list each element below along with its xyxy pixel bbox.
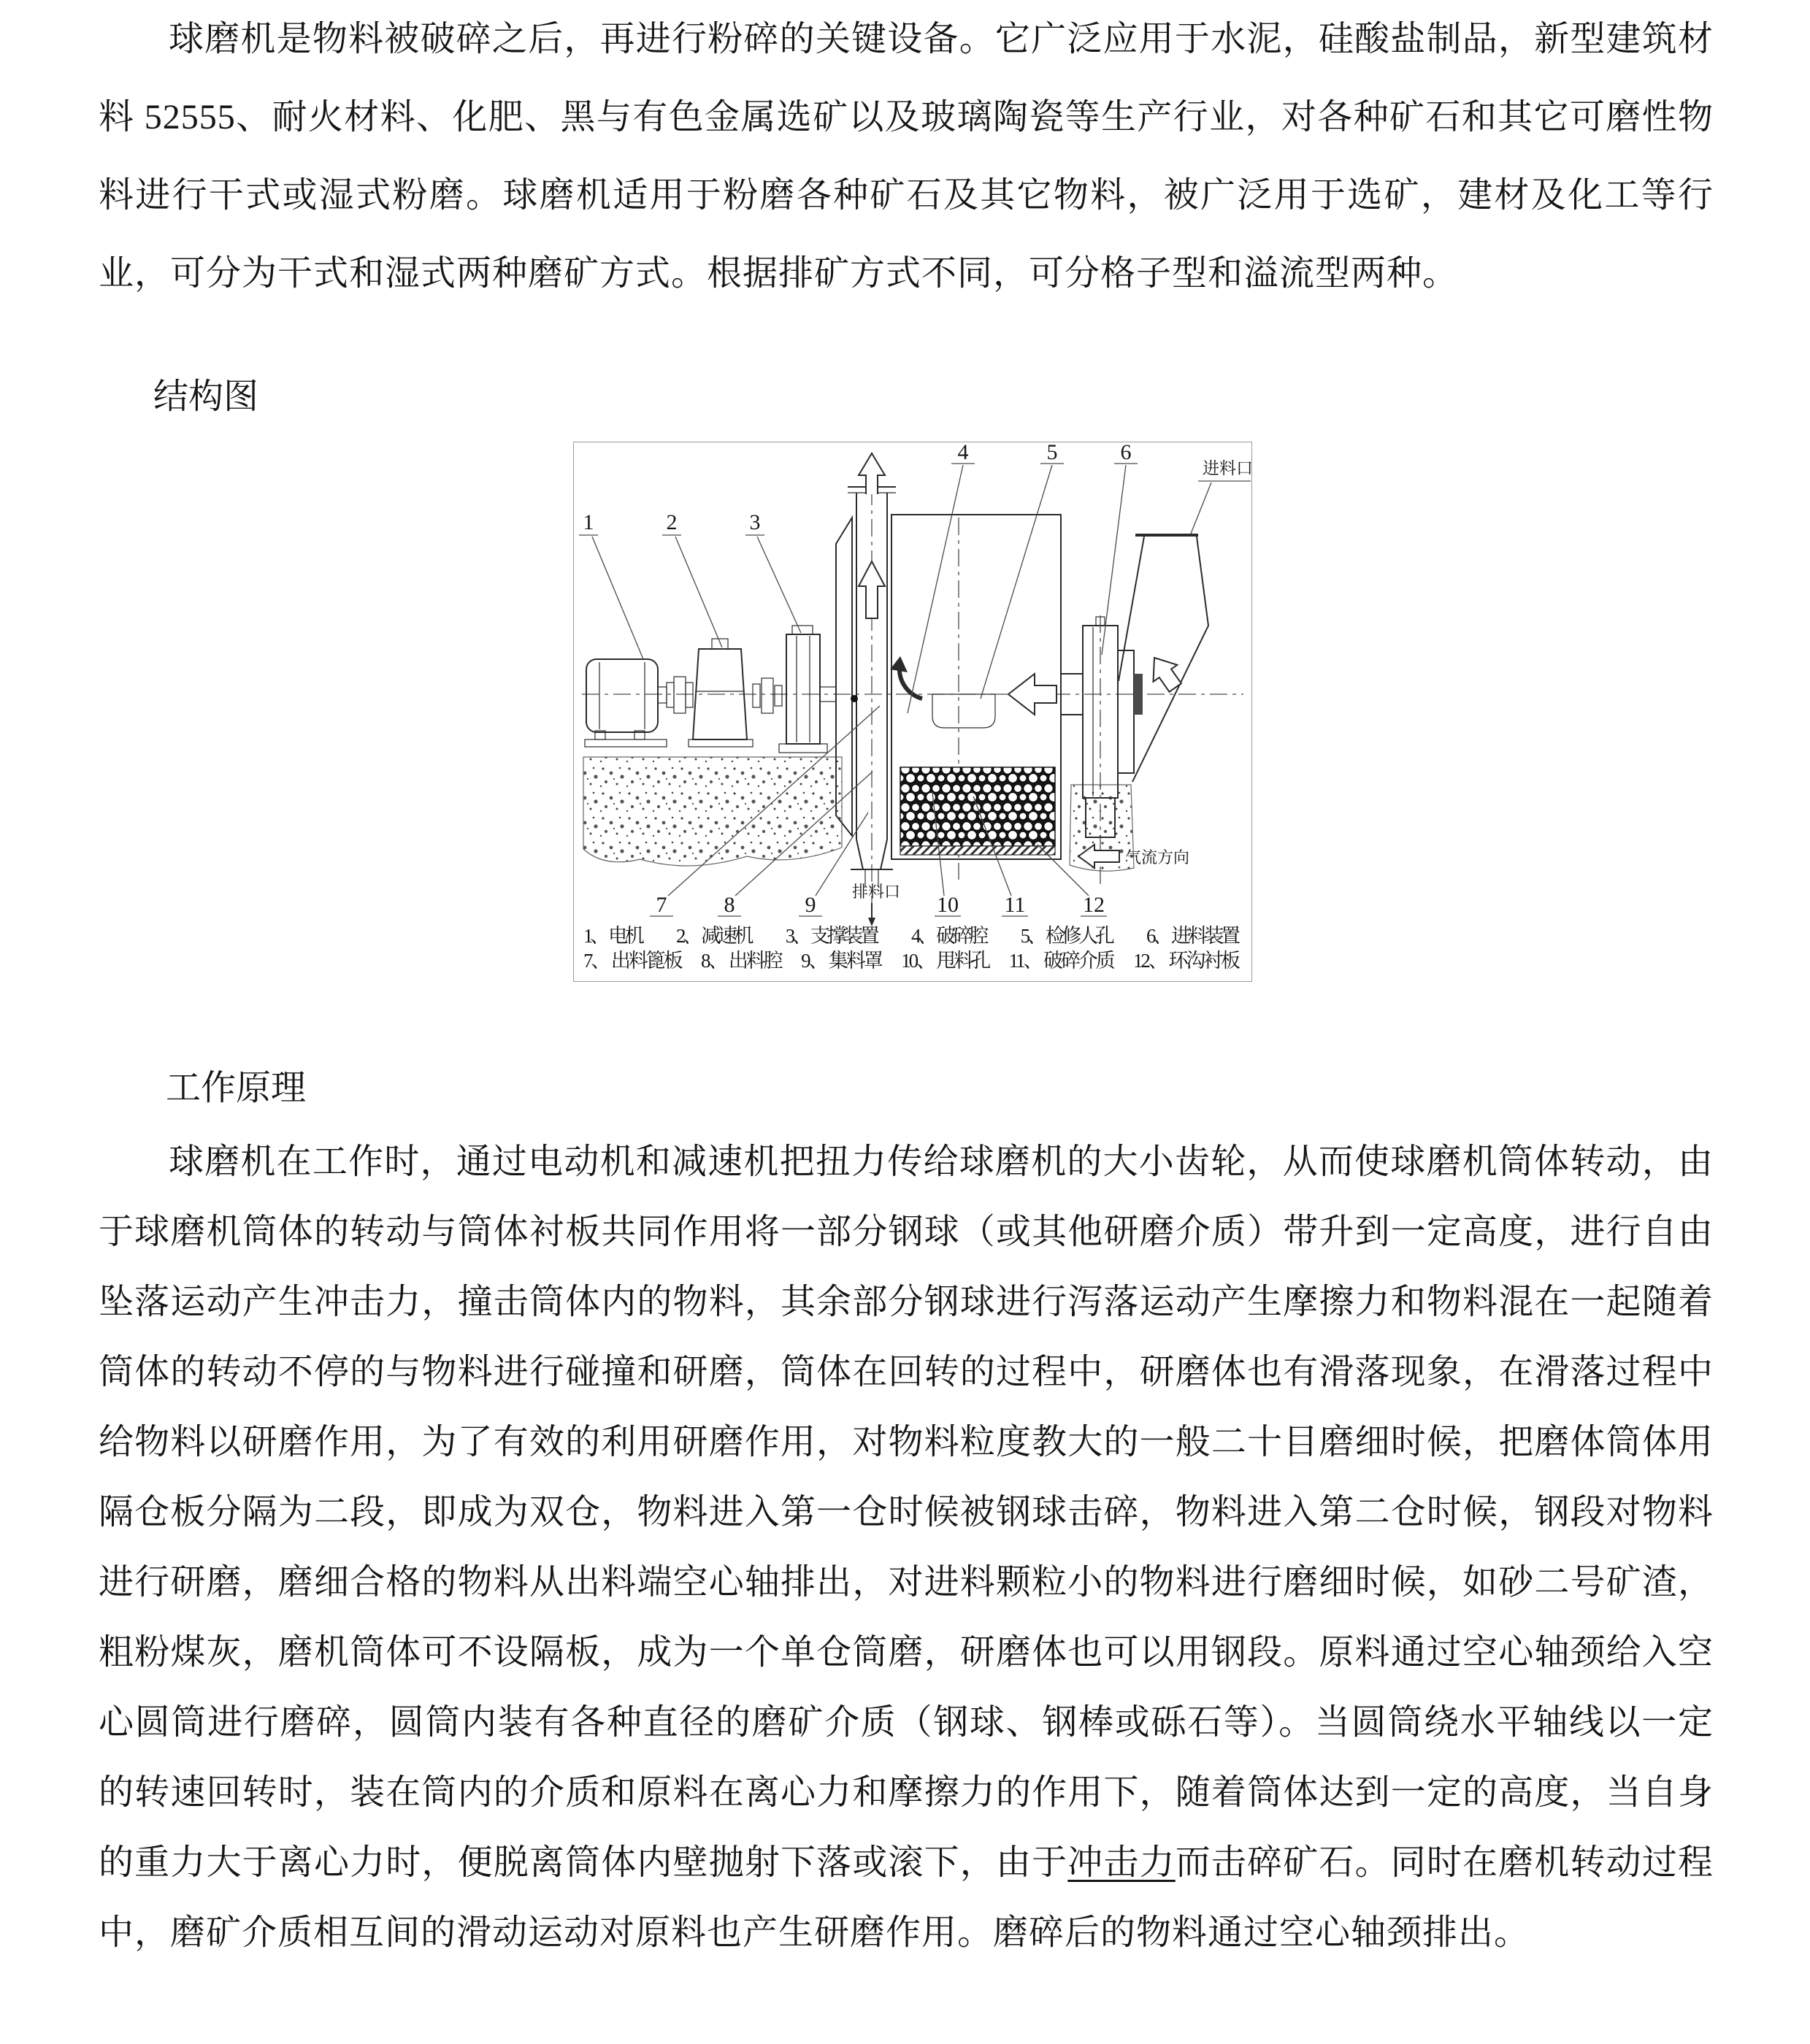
callout-number: 12	[1083, 893, 1105, 917]
feed-inlet-label: 进料口	[1203, 459, 1252, 477]
ball-mill-structure-diagram	[573, 442, 1252, 982]
callout-number: 5	[1046, 442, 1058, 464]
airflow-direction	[1078, 845, 1189, 868]
airflow-direction-label: 气流方向	[1125, 848, 1190, 867]
underlined-term: 冲击力	[1067, 1843, 1176, 1882]
callout-number: 8	[724, 893, 735, 917]
principle-text-before: 球磨机在工作时，通过电动机和减速机把扭力传给球磨机的大小齿轮，从而使球磨机筒体转动，由于球磨机筒体的转动与筒体衬板共同作用将一部分钢球（或其他研磨介质）带升到一定高度，进行自由坠落运动产生冲击力，撞击筒体内的物料，其余部分钢球进行泻落运动产生摩擦力和物料混在一起随着筒体的转动不停的与物料进行碰撞和研磨，筒体在回转的过程中，研磨体也有滑落现象，在滑落过程中给物料以研磨作用，为了有效的利用研磨作用，对物料粒度教大的一般二十目磨细时候，把磨体筒体用隔仓板分隔为二段，即成为双仓，物料进入第一仓时候被钢球击碎，物料进入第二仓时候，钢段对物料进行研磨，磨细合格的物料从出料端空心轴排出，对进料颗粒小的物料进行磨细时候，如砂二号矿渣，粗粉煤灰，磨机筒体可不设隔板，成为一个单仓筒磨，研磨体也可以用钢段。原料通过空心轴颈给入空心圆筒进行磨碎，圆筒内装有各种直径的磨矿介质（钢球、钢棒或砾石等）。当圆筒绕水平轴线以一定的转速回转时，装在筒内的介质和原料在离心力和摩擦力的作用下，随着筒体达到一定的高度，当自身的重力大于离心力时，便脱离筒体内壁抛射下落或滚下，由于	[99, 1142, 1714, 1882]
working-principle-heading: 工作原理	[166, 1069, 307, 1107]
principle-text-after: 而击碎矿石。同时在磨机转动过程中，磨矿介质相互间的滑动运动对原料也产生研磨作用。磨碎后的物料通过空心轴颈排出。	[99, 1843, 1714, 1952]
intro-paragraph: 球磨机是物料被破碎之后，再进行粉碎的关键设备。它广泛应用于水泥，硅酸盐制品，新型建筑材料 52555、耐火材料、化肥、黑与有色金属选矿以及玻璃陶瓷等生产行业，对各种矿石和其它可磨性物料进行干式或湿式粉磨。球磨机适用于粉磨各种矿石及其它物料，被广泛用于选矿，建材及化工等行业，可分为干式和湿式两种磨矿方式。根据排矿方式不同，可分格子型和溢流型两种。	[99, 20, 1714, 293]
callout-number: 9	[805, 893, 816, 917]
pivot-dot	[851, 695, 858, 702]
callout-number: 6	[1120, 442, 1132, 464]
working-principle-paragraph	[99, 1127, 1714, 1968]
liner-grate	[900, 846, 1055, 855]
text-column	[99, 0, 1714, 1968]
callout-number: 3	[749, 510, 761, 534]
callout-number: 10	[937, 893, 959, 917]
callout-number: 11	[1004, 893, 1026, 917]
callout-number: 7	[656, 893, 667, 917]
legend-row-2: 7、 出料篦板 8、 出料腔 9、 集料罩 10、 甩料孔 11、 破碎介质 12、 环沟衬板	[583, 950, 1240, 972]
ball-mill-diagram-container	[573, 442, 1252, 982]
callout-number: 1	[583, 510, 594, 534]
structure-diagram-heading: 结构图	[153, 377, 259, 416]
discharge-outlet-label: 排料口	[852, 883, 901, 901]
legend-row-1: 1、 电机 2、 减速机 3、 支撑装置 4、 破碎腔 5、 检修人孔 6、 进料装置	[583, 925, 1240, 947]
callout-number: 2	[666, 510, 678, 534]
callout-number: 4	[957, 442, 969, 464]
